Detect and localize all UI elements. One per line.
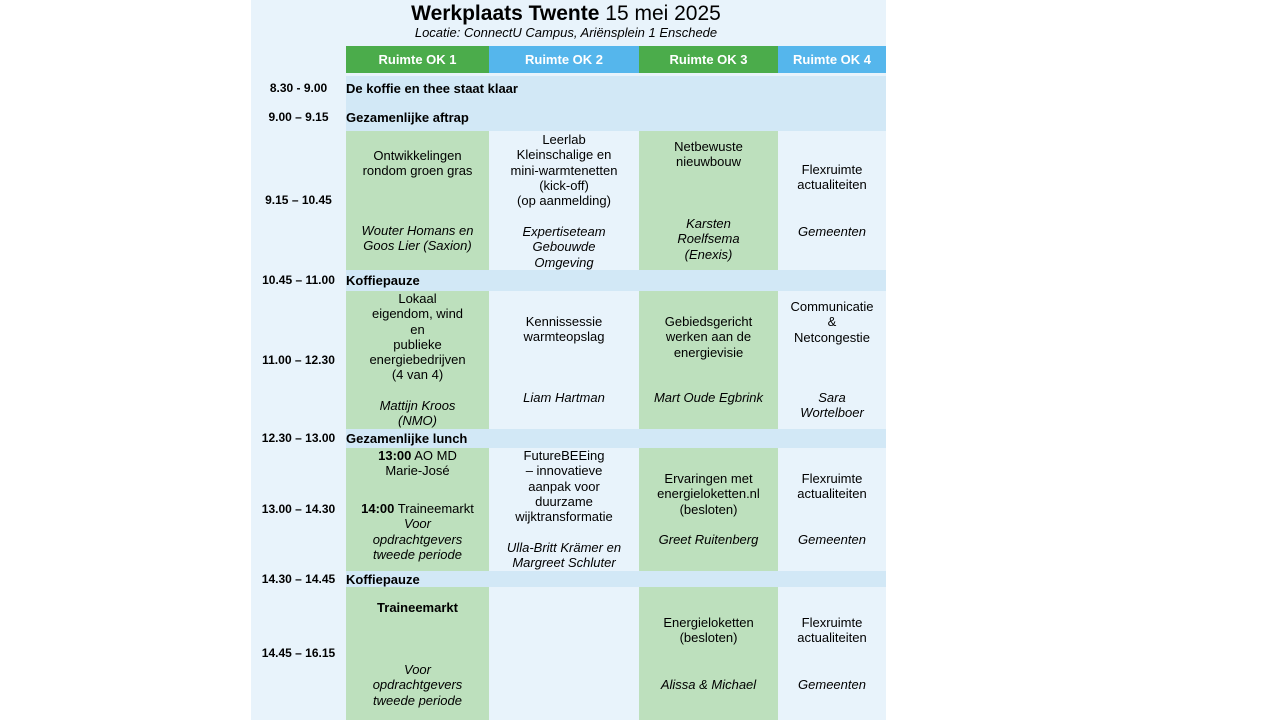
session-title-line: – innovatieve [525,463,603,479]
page-title: Werkplaats Twente 15 mei 2025 [411,2,721,25]
session-title-line: Traineemarkt [377,600,458,615]
session1-ok3 [639,131,778,270]
band-break2 [346,571,886,587]
band-coffee-label: De koffie en thee staat klaar [346,81,518,96]
session-title-line: Lokaal [398,291,437,306]
session-title-line: eigendom, wind [371,306,464,322]
session-speaker: (NMO) [398,413,437,429]
session-title-line: (besloten) [679,501,738,517]
session-speaker: Gemeenten [798,532,866,547]
session4-ok2 [489,587,639,720]
session2-ok3 [639,291,778,429]
time-label: 13.00 – 14.30 [261,502,336,516]
session-title-line: publieke [393,336,442,352]
session-title-line: Kennissessie [525,314,603,329]
session4-ok1 [346,587,489,720]
time-label: 14.30 – 14.45 [261,572,336,586]
session-speaker: Roelfsema [677,231,740,247]
session3-ok2 [489,448,639,571]
session-title-line: mini-warmtenetten [510,162,618,178]
session-title-line: rondom groen gras [362,163,473,179]
session-speaker: Gemeenten [798,677,866,692]
band-break1-label: Koffiepauze [346,273,420,288]
session1-ok4 [778,131,886,270]
session-speaker: Karsten [686,216,731,231]
session-title-line: warmteopslag [523,329,605,345]
session1-ok1 [346,131,489,270]
session4-ok3 [639,587,778,720]
session3-ok4 [778,448,886,571]
session-speaker: Alissa & Michael [660,677,757,692]
session3-ok3 [639,448,778,571]
session-title-line: (besloten) [679,630,738,646]
time-label: 12.30 – 13.00 [261,431,336,445]
session-speaker: Omgeving [534,254,594,270]
session3-ok1 [346,448,489,571]
session-speaker: Voor [404,662,431,677]
session-title-line: Netbewuste [674,139,743,154]
session-title-line: Marie-José [385,463,450,479]
session-title-line: werken aan de [665,329,752,345]
session-title-line: actualiteiten [797,630,867,646]
session2-ok4 [778,291,886,429]
session-title-line: Ervaringen met [664,471,753,486]
session-title-line: nieuwbouw [675,154,742,170]
band-lunch-label: Gezamenlijke lunch [346,431,468,446]
session-speaker: Greet Ruitenberg [658,532,759,547]
session-title-line: energievisie [673,344,744,360]
time-label: 9.00 – 9.15 [268,110,329,124]
session1-ok2 [489,131,639,270]
time-label: 11.00 – 12.30 [262,353,335,367]
session-title-line: duurzame [535,493,593,509]
session-speaker: Gemeenten [798,224,866,239]
session4-ok4 [778,587,886,720]
session-title-line: Flexruimte [801,615,863,630]
session-title-line: (4 van 4) [391,367,444,383]
session-title-line: energiebedrijven [369,352,466,368]
session-title-line: Flexruimte [801,471,863,486]
session-title-line: (op aanmelding) [517,193,611,209]
session-speaker: Voor [404,516,431,532]
session-title-line: Gebiedsgericht [664,314,753,329]
session-title-line: Flexruimte [801,162,863,177]
location-subtitle: Locatie: ConnectU Campus, Ariënsplein 1 Enschede [414,25,718,40]
time-label: 10.45 – 11.00 [262,273,335,287]
session-title-line: actualiteiten [797,486,867,502]
session-title-line: Leerlab [542,132,586,147]
session-speaker: Expertiseteam [522,224,606,239]
band-break1 [346,270,886,291]
band-break2-label: Koffiepauze [346,572,420,587]
time-label: 9.15 – 10.45 [265,193,332,207]
session-speaker: Wouter Homans en [361,223,474,238]
time-label: 14.45 – 16.15 [261,646,336,660]
session-title-line: wijktransformatie [515,509,613,525]
session-speaker: tweede periode [373,546,462,562]
session-title-line: actualiteiten [797,177,867,193]
session-speaker: Wortelboer [800,405,864,421]
session-speaker: tweede periode [373,692,462,708]
schedule-page [251,0,886,720]
session-title-line: Ontwikkelingen [373,148,462,163]
session-speaker: Sara [818,390,846,405]
session-speaker: Margreet Schluter [512,555,616,571]
session-title-line: Energieloketten [663,615,754,630]
band-kickoff-label: Gezamenlijke aftrap [346,110,469,125]
session-title-line: (kick-off) [539,177,589,193]
session-speaker: (Enexis) [684,246,733,262]
session2-ok1 [346,291,489,429]
time-label: 8.30 - 9.00 [269,81,328,95]
session-speaker: Mart Oude Egbrink [653,390,764,405]
room-header-ok4: Ruimte OK 4 [778,46,886,73]
session-speaker: Ulla-Britt Krämer en [506,540,622,555]
session-speaker: Liam Hartman [523,390,605,405]
session-speaker: Goos Lier (Saxion) [363,238,472,254]
session-speaker: opdrachtgevers [372,677,463,693]
session-speaker: Gebouwde [532,239,596,255]
session-title-line: en [410,321,425,337]
session-title-line: 14:00 Traineemarkt [361,501,474,516]
room-header-ok3: Ruimte OK 3 [639,46,778,73]
session-speaker: opdrachtgevers [372,531,463,547]
session-title-line: 13:00 AO MD [378,448,457,463]
session-title-line: Communicatie [790,299,874,314]
room-header-ok1: Ruimte OK 1 [346,46,489,73]
room-header-ok2: Ruimte OK 2 [489,46,639,73]
session-title-line: energieloketten.nl [657,486,760,502]
session-title-line: FutureBEEing [523,448,605,463]
session-title-line: & [827,314,837,330]
session-title-line: Kleinschalige en [516,147,612,163]
session2-ok2 [489,291,639,429]
session-title-line: aanpak voor [528,478,600,494]
session-speaker: Mattijn Kroos [379,398,456,413]
session-title-line: Netcongestie [794,329,870,345]
